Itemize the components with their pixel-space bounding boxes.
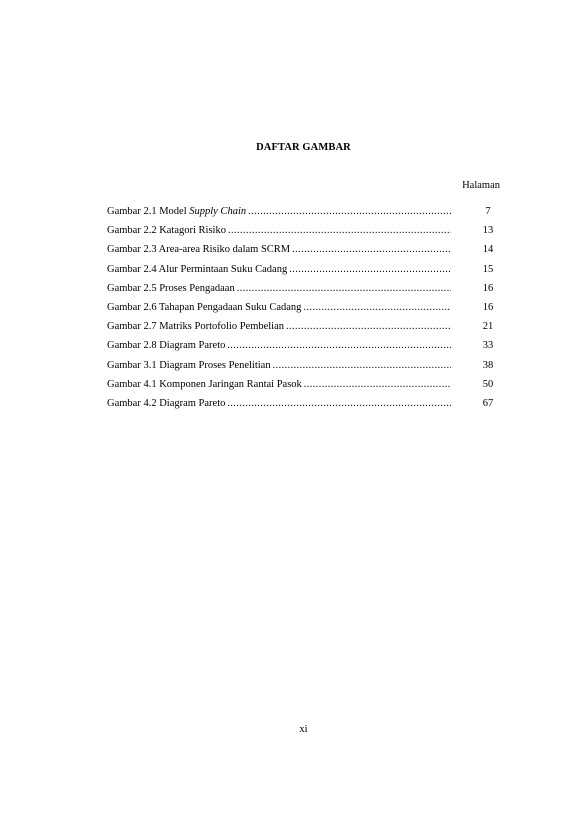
figure-entry-italic-term: Supply Chain bbox=[189, 206, 247, 217]
dot-leader bbox=[286, 321, 451, 332]
list-item bbox=[107, 379, 497, 398]
list-item bbox=[107, 283, 497, 302]
list-item bbox=[107, 225, 497, 244]
figure-list bbox=[107, 206, 497, 417]
list-item bbox=[107, 340, 497, 359]
figure-entry-label: Gambar 2.1 Model Supply Chain bbox=[107, 206, 247, 217]
figure-page-number: 13 bbox=[482, 225, 494, 237]
figure-page-number: 7 bbox=[485, 206, 491, 217]
dot-leader bbox=[292, 244, 451, 255]
figure-page-number: 33 bbox=[482, 340, 494, 352]
figure-entry-label: Gambar 3.1 Diagram Proses Penelitian bbox=[107, 359, 271, 371]
figure-page-number: 67 bbox=[482, 397, 494, 409]
figure-page-number: 14 bbox=[482, 244, 494, 256]
list-item bbox=[107, 302, 497, 321]
dot-leader bbox=[303, 302, 451, 313]
dot-leader bbox=[248, 206, 451, 217]
figure-page-number: 38 bbox=[482, 359, 494, 371]
figure-page-number: 16 bbox=[482, 282, 494, 294]
figure-page-number: 15 bbox=[482, 263, 494, 275]
figure-entry-label: Gambar 2.3 Area-area Risiko dalam SCRM bbox=[107, 244, 291, 256]
figure-entry-label: Gambar 2.2 Katagori Risiko bbox=[107, 225, 226, 237]
figure-page-number: 16 bbox=[482, 301, 494, 313]
dot-leader bbox=[228, 225, 451, 236]
dot-leader bbox=[304, 379, 451, 390]
figure-entry-label: Gambar 2.8 Diagram Pareto bbox=[107, 340, 226, 352]
dot-leader bbox=[273, 360, 451, 371]
list-item bbox=[107, 321, 497, 340]
figure-entry-label: Gambar 4.2 Diagram Pareto bbox=[107, 397, 226, 409]
figure-page-number: 50 bbox=[482, 378, 494, 390]
footer-page-number: xi bbox=[299, 724, 308, 735]
page-title: DAFTAR GAMBAR bbox=[256, 142, 351, 153]
figure-entry-label: Gambar 2.5 Proses Pengadaan bbox=[107, 282, 235, 294]
figure-entry-label: Gambar 2.6 Tahapan Pengadaan Suku Cadang bbox=[107, 301, 302, 313]
list-item bbox=[107, 264, 497, 283]
list-item bbox=[107, 398, 497, 417]
figure-entry-label: Gambar 2.4 Alur Permintaan Suku Cadang bbox=[107, 263, 288, 275]
figure-page-number: 21 bbox=[482, 321, 494, 333]
dot-leader bbox=[227, 340, 451, 351]
dot-leader bbox=[289, 264, 451, 275]
dot-leader bbox=[237, 283, 451, 294]
list-item bbox=[107, 206, 497, 225]
dot-leader bbox=[227, 398, 451, 409]
list-item bbox=[107, 360, 497, 379]
page-column-header: Halaman bbox=[462, 180, 500, 191]
figure-entry-label: Gambar 2.7 Matriks Portofolio Pembelian bbox=[107, 321, 285, 333]
list-item bbox=[107, 244, 497, 263]
figure-entry-label: Gambar 4.1 Komponen Jaringan Rantai Pasok bbox=[107, 378, 302, 390]
